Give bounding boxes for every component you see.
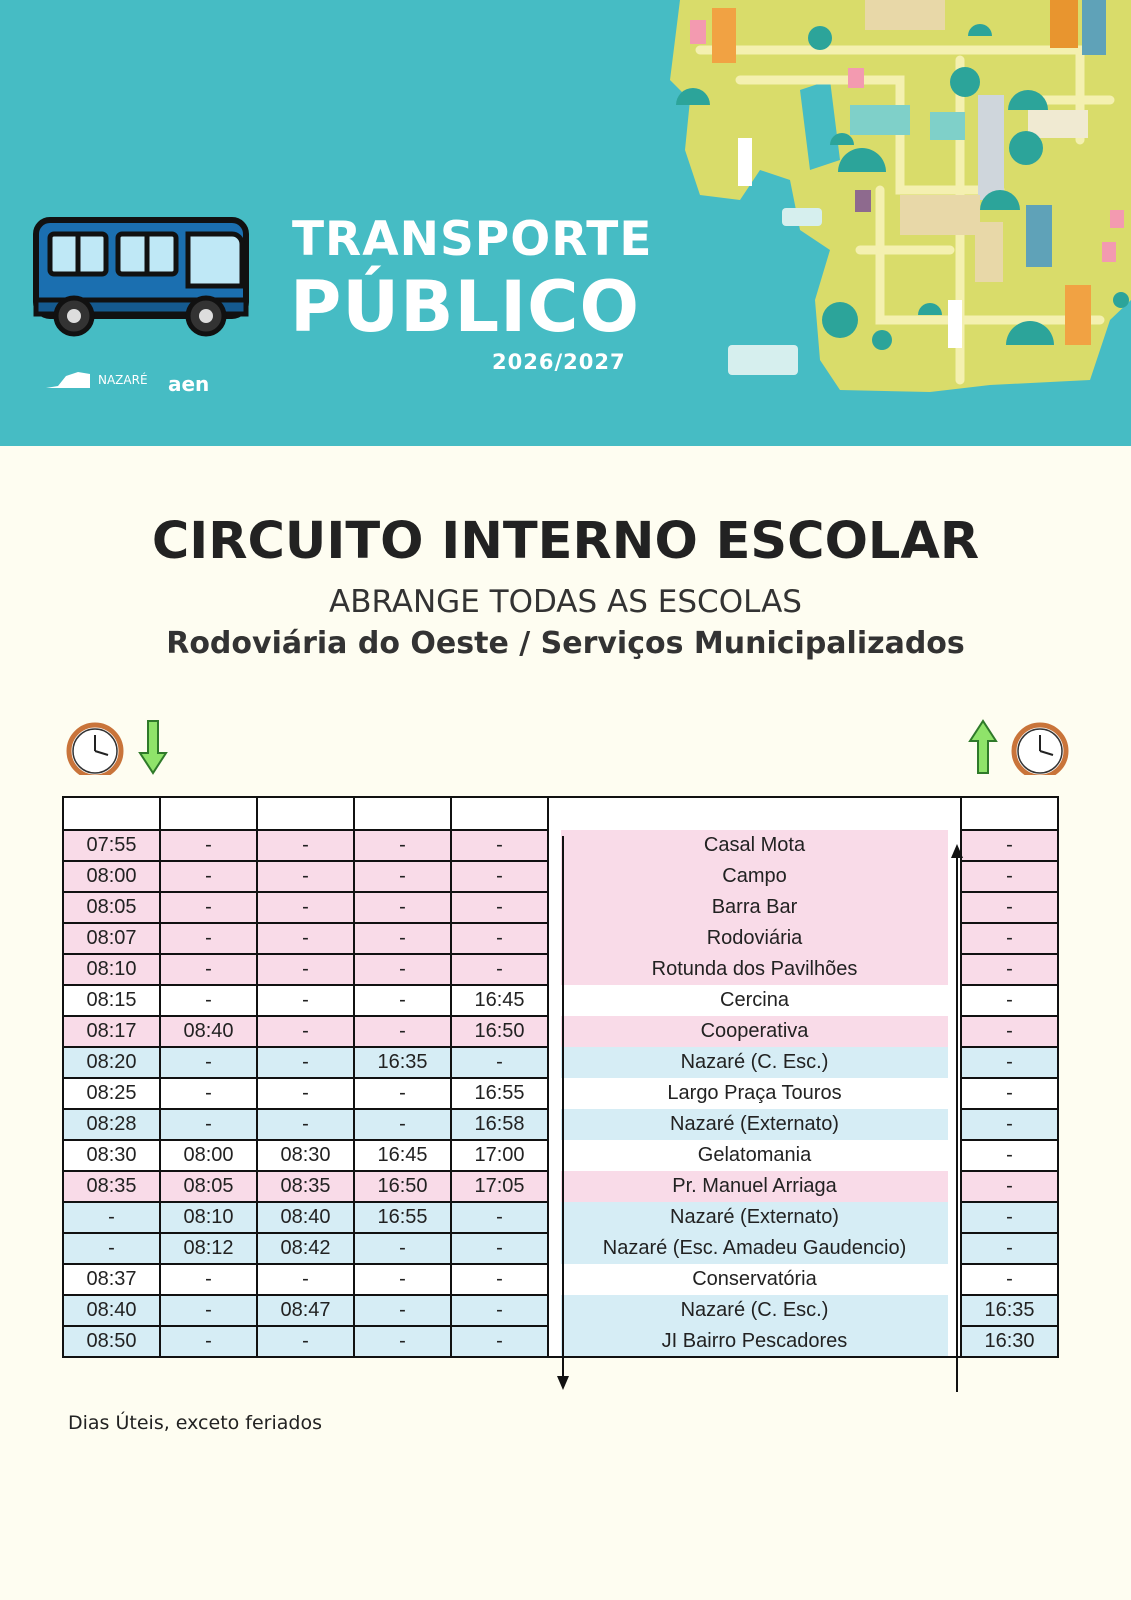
time-cell: 07:55 xyxy=(63,830,160,861)
time-cell: 08:10 xyxy=(160,1202,257,1233)
table-row xyxy=(63,1264,1058,1295)
stop-name-cell: Nazaré (C. Esc.) xyxy=(548,1295,961,1326)
time-cell: - xyxy=(63,1233,160,1264)
time-cell: 08:05 xyxy=(160,1171,257,1202)
time-cell: - xyxy=(451,1326,548,1357)
stop-name-cell: Rodoviária xyxy=(548,923,961,954)
nazare-logo-text: NAZARÉ xyxy=(98,373,148,387)
time-cell: 08:35 xyxy=(257,1171,354,1202)
return-time-cell: - xyxy=(961,1264,1058,1295)
return-time-cell: - xyxy=(961,861,1058,892)
time-cell: - xyxy=(257,1047,354,1078)
return-time-cell: - xyxy=(961,892,1058,923)
time-cell: - xyxy=(63,1202,160,1233)
time-cell: 16:35 xyxy=(354,1047,451,1078)
return-time-cell: - xyxy=(961,1140,1058,1171)
time-cell: 08:00 xyxy=(160,1140,257,1171)
time-cell: - xyxy=(354,985,451,1016)
stop-name-cell: Nazaré (C. Esc.) xyxy=(548,1047,961,1078)
time-cell: - xyxy=(257,954,354,985)
table-row xyxy=(63,1109,1058,1140)
time-cell: 08:25 xyxy=(63,1078,160,1109)
time-cell: - xyxy=(160,1295,257,1326)
direction-icons xyxy=(0,715,1131,775)
table-row xyxy=(63,923,1058,954)
stop-name-cell: Nazaré (Esc. Amadeu Gaudencio) xyxy=(548,1233,961,1264)
stop-name-cell: Barra Bar xyxy=(548,892,961,923)
return-time-cell: - xyxy=(961,954,1058,985)
time-cell: - xyxy=(160,954,257,985)
time-cell: - xyxy=(354,830,451,861)
time-cell: 08:37 xyxy=(63,1264,160,1295)
page-title: CIRCUITO INTERNO ESCOLAR xyxy=(151,512,980,571)
time-cell: 08:47 xyxy=(257,1295,354,1326)
header-cell xyxy=(160,797,257,830)
time-cell: - xyxy=(354,1078,451,1109)
time-cell: - xyxy=(354,1295,451,1326)
table-header-row xyxy=(63,797,1058,830)
table-row xyxy=(63,954,1058,985)
time-cell: - xyxy=(160,985,257,1016)
time-cell: - xyxy=(354,1016,451,1047)
clock-icon xyxy=(69,725,121,775)
operators-line: Rodoviária do Oeste / Serviços Municipalizados xyxy=(166,626,965,661)
return-time-cell: 16:30 xyxy=(961,1326,1058,1357)
table-row xyxy=(63,1171,1058,1202)
stop-name-cell: Pr. Manuel Arriaga xyxy=(548,1171,961,1202)
time-cell: - xyxy=(451,830,548,861)
return-time-cell: - xyxy=(961,1202,1058,1233)
return-time-cell: - xyxy=(961,985,1058,1016)
time-cell: 08:40 xyxy=(63,1295,160,1326)
time-cell: - xyxy=(451,892,548,923)
time-cell: - xyxy=(257,830,354,861)
time-cell: - xyxy=(354,1264,451,1295)
time-cell: 08:07 xyxy=(63,923,160,954)
time-cell: - xyxy=(354,923,451,954)
stop-name-cell: Nazaré (Externato) xyxy=(548,1202,961,1233)
time-cell: 17:00 xyxy=(451,1140,548,1171)
table-row xyxy=(63,1016,1058,1047)
time-cell: - xyxy=(160,1047,257,1078)
table-row xyxy=(63,861,1058,892)
time-cell: 08:17 xyxy=(63,1016,160,1047)
time-cell: 16:50 xyxy=(354,1171,451,1202)
time-cell: 08:30 xyxy=(257,1140,354,1171)
time-cell: - xyxy=(354,1109,451,1140)
time-cell: 08:20 xyxy=(63,1047,160,1078)
stop-name-cell: Cercina xyxy=(548,985,961,1016)
time-cell: - xyxy=(257,1109,354,1140)
banner-title-line1: TRANSPORTE xyxy=(292,212,653,267)
page-subtitle: ABRANGE TODAS AS ESCOLAS xyxy=(329,584,802,620)
bus-icon xyxy=(32,216,252,344)
clock-icon xyxy=(1014,725,1066,775)
banner-year: 2026/2027 xyxy=(492,350,626,374)
time-cell: - xyxy=(451,1202,548,1233)
time-cell: - xyxy=(257,1326,354,1357)
time-cell: - xyxy=(160,861,257,892)
table-row xyxy=(63,1295,1058,1326)
header-cell xyxy=(63,797,160,830)
time-cell: - xyxy=(160,892,257,923)
table-row xyxy=(63,830,1058,861)
table-row xyxy=(63,985,1058,1016)
schedule-table xyxy=(62,796,1059,1358)
table-row xyxy=(63,1233,1058,1264)
time-cell: - xyxy=(257,923,354,954)
time-cell: - xyxy=(451,954,548,985)
time-cell: 16:50 xyxy=(451,1016,548,1047)
return-time-cell: 16:35 xyxy=(961,1295,1058,1326)
return-time-cell: - xyxy=(961,923,1058,954)
stop-name-cell: Campo xyxy=(548,861,961,892)
header-cell xyxy=(354,797,451,830)
time-cell: 08:30 xyxy=(63,1140,160,1171)
time-cell: - xyxy=(160,1109,257,1140)
stop-name-cell: JI Bairro Pescadores xyxy=(548,1326,961,1357)
time-cell: 16:45 xyxy=(354,1140,451,1171)
time-cell: - xyxy=(257,1264,354,1295)
time-cell: - xyxy=(451,861,548,892)
time-cell: - xyxy=(257,1016,354,1047)
time-cell: - xyxy=(160,1264,257,1295)
table-row xyxy=(63,1047,1058,1078)
time-cell: 08:05 xyxy=(63,892,160,923)
time-cell: 17:05 xyxy=(451,1171,548,1202)
time-cell: - xyxy=(257,1078,354,1109)
time-cell: - xyxy=(354,1326,451,1357)
return-time-cell: - xyxy=(961,1078,1058,1109)
time-cell: 16:55 xyxy=(451,1078,548,1109)
footer-note: Dias Úteis, exceto feriados xyxy=(68,1412,323,1434)
time-cell: 08:40 xyxy=(160,1016,257,1047)
time-cell: - xyxy=(160,923,257,954)
return-time-cell: - xyxy=(961,1233,1058,1264)
table-row xyxy=(63,1202,1058,1233)
return-time-cell: - xyxy=(961,1171,1058,1202)
time-cell: - xyxy=(354,1233,451,1264)
header-cell xyxy=(548,797,961,830)
return-time-cell: - xyxy=(961,1047,1058,1078)
time-cell: 08:00 xyxy=(63,861,160,892)
table-row xyxy=(63,1140,1058,1171)
return-time-cell: - xyxy=(961,1016,1058,1047)
time-cell: - xyxy=(451,923,548,954)
table-row xyxy=(63,1078,1058,1109)
arrow-up-icon xyxy=(970,721,996,773)
stop-name-cell: Casal Mota xyxy=(548,830,961,861)
time-cell: 08:28 xyxy=(63,1109,160,1140)
nazare-logo-icon xyxy=(44,366,94,390)
time-cell: - xyxy=(160,830,257,861)
time-cell: - xyxy=(354,861,451,892)
time-cell: 08:12 xyxy=(160,1233,257,1264)
time-cell: 08:42 xyxy=(257,1233,354,1264)
time-cell: - xyxy=(257,861,354,892)
time-cell: 08:15 xyxy=(63,985,160,1016)
header-cell xyxy=(451,797,548,830)
stop-name-cell: Largo Praça Touros xyxy=(548,1078,961,1109)
return-time-cell: - xyxy=(961,1109,1058,1140)
time-cell: 08:35 xyxy=(63,1171,160,1202)
return-time-cell: - xyxy=(961,830,1058,861)
time-cell: - xyxy=(451,1047,548,1078)
time-cell: - xyxy=(160,1326,257,1357)
stop-name-cell: Conservatória xyxy=(548,1264,961,1295)
time-cell: 16:55 xyxy=(354,1202,451,1233)
time-cell: - xyxy=(354,954,451,985)
header-cell xyxy=(961,797,1058,830)
time-cell: - xyxy=(451,1295,548,1326)
time-cell: 08:10 xyxy=(63,954,160,985)
table-row xyxy=(63,892,1058,923)
time-cell: - xyxy=(257,985,354,1016)
time-cell: - xyxy=(160,1078,257,1109)
time-cell: - xyxy=(451,1233,548,1264)
banner-title-line2: PÚBLICO xyxy=(290,266,641,348)
arrow-down-icon xyxy=(140,721,166,773)
time-cell: 16:45 xyxy=(451,985,548,1016)
header-banner xyxy=(0,0,1131,446)
time-cell: 08:40 xyxy=(257,1202,354,1233)
stop-name-cell: Cooperativa xyxy=(548,1016,961,1047)
aen-logo-text: aen xyxy=(168,372,210,396)
header-cell xyxy=(257,797,354,830)
table-row xyxy=(63,1326,1058,1357)
time-cell: 08:50 xyxy=(63,1326,160,1357)
stop-name-cell: Nazaré (Externato) xyxy=(548,1109,961,1140)
time-cell: - xyxy=(354,892,451,923)
time-cell: 16:58 xyxy=(451,1109,548,1140)
time-cell: - xyxy=(451,1264,548,1295)
stop-name-cell: Gelatomania xyxy=(548,1140,961,1171)
stop-name-cell: Rotunda dos Pavilhões xyxy=(548,954,961,985)
time-cell: - xyxy=(257,892,354,923)
